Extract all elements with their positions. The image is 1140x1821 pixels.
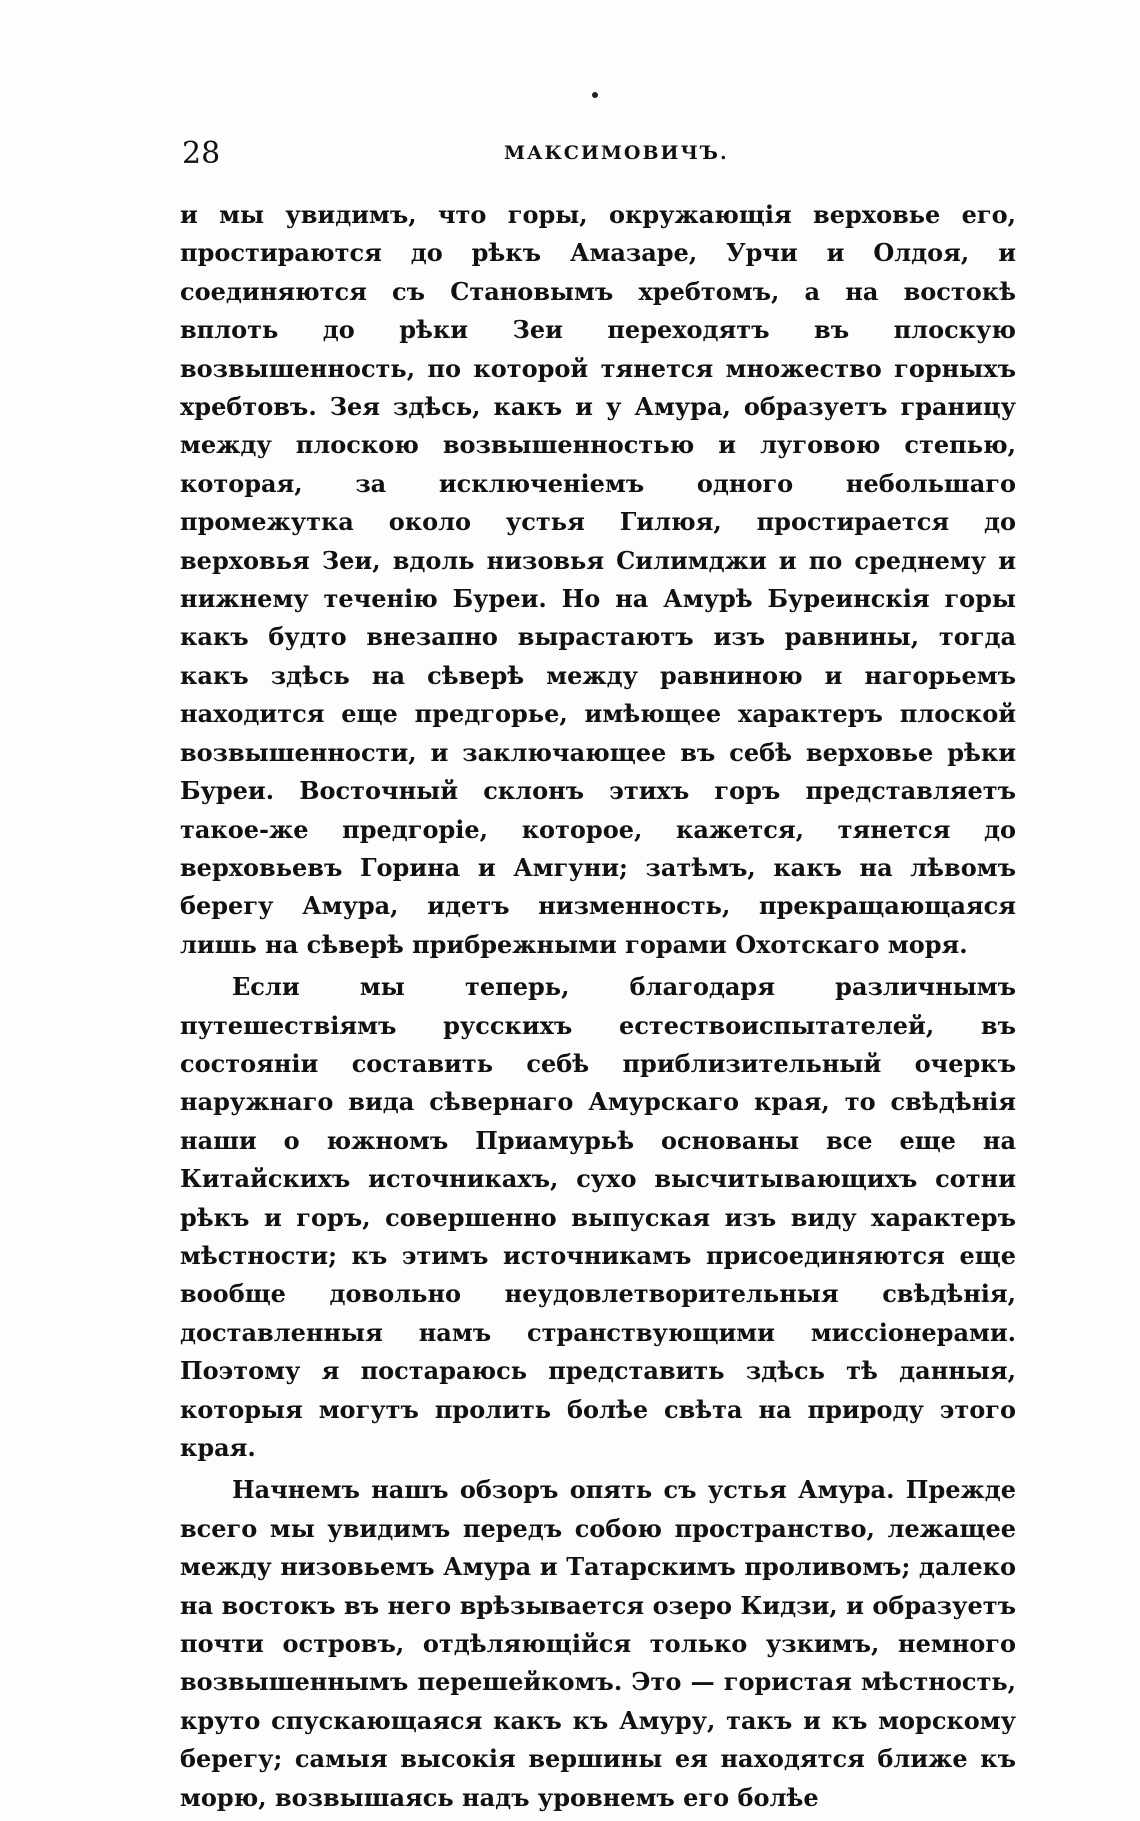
paragraph: Начнемъ нашъ обзоръ опять съ устья Амура. Прежде всего мы увидимъ передъ собою пространство, лежащее между низовьемъ Амура и Татарскимъ проливомъ; далеко на востокъ въ него врѣзывается озеро Кидзи, и образуетъ почти островъ, отдѣляющійся только узкимъ, немного возвышеннымъ перешейкомъ. Это — гористая мѣстность, круто спускающаяся какъ къ Амуру, такъ и къ морскому берегу; самыя высокія вершины ея находятся ближе къ морю, возвышаясь надъ уровнемъ его болѣе: [180, 1475, 1016, 1812]
paragraph-continued: и мы увидимъ, что горы, окружающія верховье его, простираются до рѣкъ Амазаре, Урчи и Олдоя, и соединяются съ Становымъ хребтомъ, а на востокѣ вплоть до рѣки Зеи переходятъ въ плоскую возвышенность, по которой тянется множество горныхъ хребтовъ. Зея здѣсь, какъ и у Амура, образуетъ границу между плоскою возвышенностью и луговою степью, которая, за исключеніемъ одного небольшаго промежутка около устья Гилюя, простирается до верховья Зеи, вдоль низовья Силимджи и по среднему и нижнему теченію Буреи. Но на Амурѣ Буреинскія горы какъ будто внезапно вырастаютъ изъ равнины, тогда какъ здѣсь на сѣверѣ между равниною и нагорьемъ находится еще предгорье, имѣющее характеръ плоской возвышенности, и заключающее въ себѣ верховье рѣки Буреи. Восточный склонъ этихъ горъ представляетъ такое-же предгоріе, которое, кажется, тянется до верховьевъ Горина и Амгуни; затѣмъ, какъ на лѣвомъ берегу Амура, идетъ низменность, прекращающаяся лишь на сѣверѣ прибрежными горами Охотскаго моря.: [180, 200, 1016, 959]
paragraph: Если мы теперь, благодаря различнымъ путешествіямъ русскихъ естествоиспытателей, въ состояніи составить себѣ приблизительный очеркъ наружнаго вида сѣвернаго Амурскаго края, то свѣдѣнія наши о южномъ Приамурьѣ основаны все еще на Китайскихъ источникахъ, сухо высчитывающихъ сотни рѣкъ и горъ, совершенно выпуская изъ виду характеръ мѣстности; къ этимъ источникамъ присоединяются еще вообще довольно неудовлетворительныя свѣдѣнія, доставленныя намъ странствующими миссіонерами. Поэтому я постараюсь представить здѣсь тѣ данныя, которыя могутъ пролить болѣе свѣта на природу этого края.: [180, 972, 1016, 1462]
body-text: [180, 196, 1016, 1821]
ink-speck: [592, 92, 598, 98]
page-header: [182, 136, 1015, 176]
running-head: МАКСИМОВИЧЪ.: [504, 142, 729, 164]
page-number: 28: [182, 136, 221, 171]
